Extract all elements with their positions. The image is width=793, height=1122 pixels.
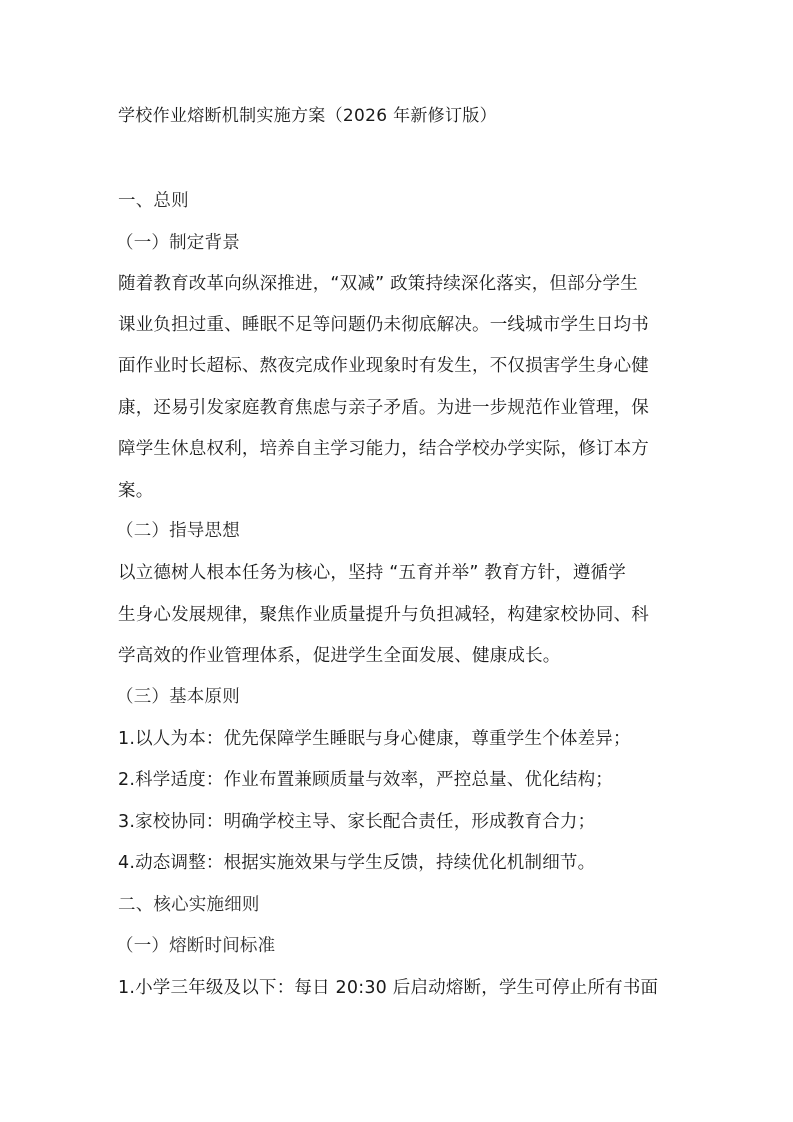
paragraph-line: 案。: [118, 481, 154, 501]
subsection-heading-guiding-ideology: （二）指导思想: [116, 521, 240, 541]
section-heading-core-rules: 二、核心实施细则: [118, 895, 260, 915]
principle-item: 2.科学适度：作业布置兼顾质量与效率，严控总量、优化结构；: [118, 770, 613, 790]
paragraph-line: 以立德树人根本任务为核心，坚持 “五育并举” 教育方针，遵循学: [118, 563, 626, 583]
principle-item: 3.家校协同：明确学校主导、家长配合责任，形成教育合力；: [118, 812, 596, 832]
paragraph-line: 障学生休息权利，培养自主学习能力，结合学校办学实际，修订本方: [118, 439, 649, 459]
subsection-heading-basic-principles: （三）基本原则: [116, 687, 240, 707]
section-heading-general: 一、总则: [118, 191, 189, 211]
paragraph-line: 随着教育改革向纵深推进，“双减” 政策持续深化落实，但部分学生: [118, 274, 638, 294]
subsection-heading-background: （一）制定背景: [116, 233, 240, 253]
paragraph-line: 康，还易引发家庭教育焦虑与亲子矛盾。为进一步规范作业管理，保: [118, 398, 649, 418]
paragraph-line: 面作业时长超标、熬夜完成作业现象时有发生，不仅损害学生身心健: [118, 356, 649, 376]
paragraph-line: 生身心发展规律，聚焦作业质量提升与负担减轻，构建家校协同、科: [118, 605, 649, 625]
subsection-heading-time-standard: （一）熔断时间标准: [116, 936, 276, 956]
paragraph-line: 课业负担过重、睡眠不足等问题仍未彻底解决。一线城市学生日均书: [118, 315, 649, 335]
paragraph-line: 学高效的作业管理体系，促进学生全面发展、健康成长。: [118, 646, 561, 666]
principle-item: 4.动态调整：根据实施效果与学生反馈，持续优化机制细节。: [118, 853, 596, 873]
document-title: 学校作业熔断机制实施方案（2026 年新修订版）: [118, 106, 497, 126]
rule-item: 1.小学三年级及以下：每日 20:30 后启动熔断，学生可停止所有书面: [118, 978, 659, 998]
principle-item: 1.以人为本：优先保障学生睡眠与身心健康，尊重学生个体差异；: [118, 729, 631, 749]
